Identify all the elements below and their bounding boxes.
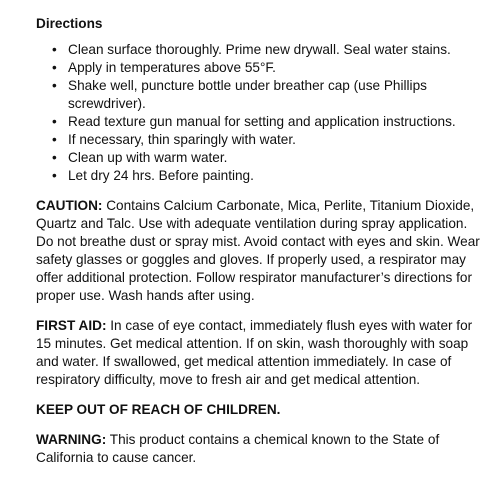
- directions-item-text: If necessary, thin sparingly with water.: [68, 132, 296, 147]
- warning-paragraph: [36, 431, 482, 467]
- directions-item-text: Let dry 24 hrs. Before painting.: [68, 168, 254, 183]
- directions-item: [52, 167, 482, 185]
- directions-item-text: Clean up with warm water.: [68, 150, 228, 165]
- directions-item: [52, 131, 482, 149]
- caution-label: CAUTION:: [36, 198, 103, 213]
- directions-item-text: Clean surface thoroughly. Prime new drywall. Seal water stains.: [68, 42, 451, 57]
- directions-list: [36, 41, 482, 185]
- bullet-icon: •: [52, 60, 57, 75]
- directions-item: [52, 149, 482, 167]
- bullet-icon: •: [52, 42, 57, 57]
- first-aid-text: In case of eye contact, immediately flush eyes with water for 15 minutes. Get medical attention. If on skin, wash thoroughly with soap and water. If swallowed, get medical attention immediately. In case of respiratory difficulty, move to fresh air and get medical attention.: [36, 318, 473, 387]
- bullet-icon: •: [52, 132, 57, 147]
- caution-text: Contains Calcium Carbonate, Mica, Perlite, Titanium Dioxide, Quartz and Talc. Use with adequate ventilation during spray application. Do not breathe dust or spray mist. Avoid contact with eyes and skin. Wear safety glasses or goggles and gloves. If properly used, a respirator may offer additional protection. Follow respirator manufacturer’s directions for proper use. Wash hands after using.: [36, 198, 480, 303]
- bullet-icon: •: [52, 168, 57, 183]
- directions-item: [52, 59, 482, 77]
- warning-text: This product contains a chemical known to the State of California to cause cancer.: [36, 432, 440, 465]
- warning-label: WARNING:: [36, 432, 107, 447]
- first-aid-label: FIRST AID:: [36, 318, 107, 333]
- bullet-icon: •: [52, 78, 57, 93]
- directions-item-text: Read texture gun manual for setting and application instructions.: [68, 114, 456, 129]
- first-aid-paragraph: [36, 317, 482, 389]
- bullet-icon: •: [52, 150, 57, 165]
- directions-heading: Directions: [36, 16, 103, 31]
- keep-out-of-reach-notice: KEEP OUT OF REACH OF CHILDREN.: [36, 402, 281, 417]
- caution-paragraph: [36, 197, 482, 305]
- directions-item: [52, 113, 482, 131]
- directions-item: [52, 41, 482, 59]
- directions-item-text: Apply in temperatures above 55°F.: [68, 60, 276, 75]
- directions-item-text: Shake well, puncture bottle under breather cap (use Phillips screwdriver).: [68, 78, 427, 111]
- directions-item: [52, 77, 482, 113]
- bullet-icon: •: [52, 114, 57, 129]
